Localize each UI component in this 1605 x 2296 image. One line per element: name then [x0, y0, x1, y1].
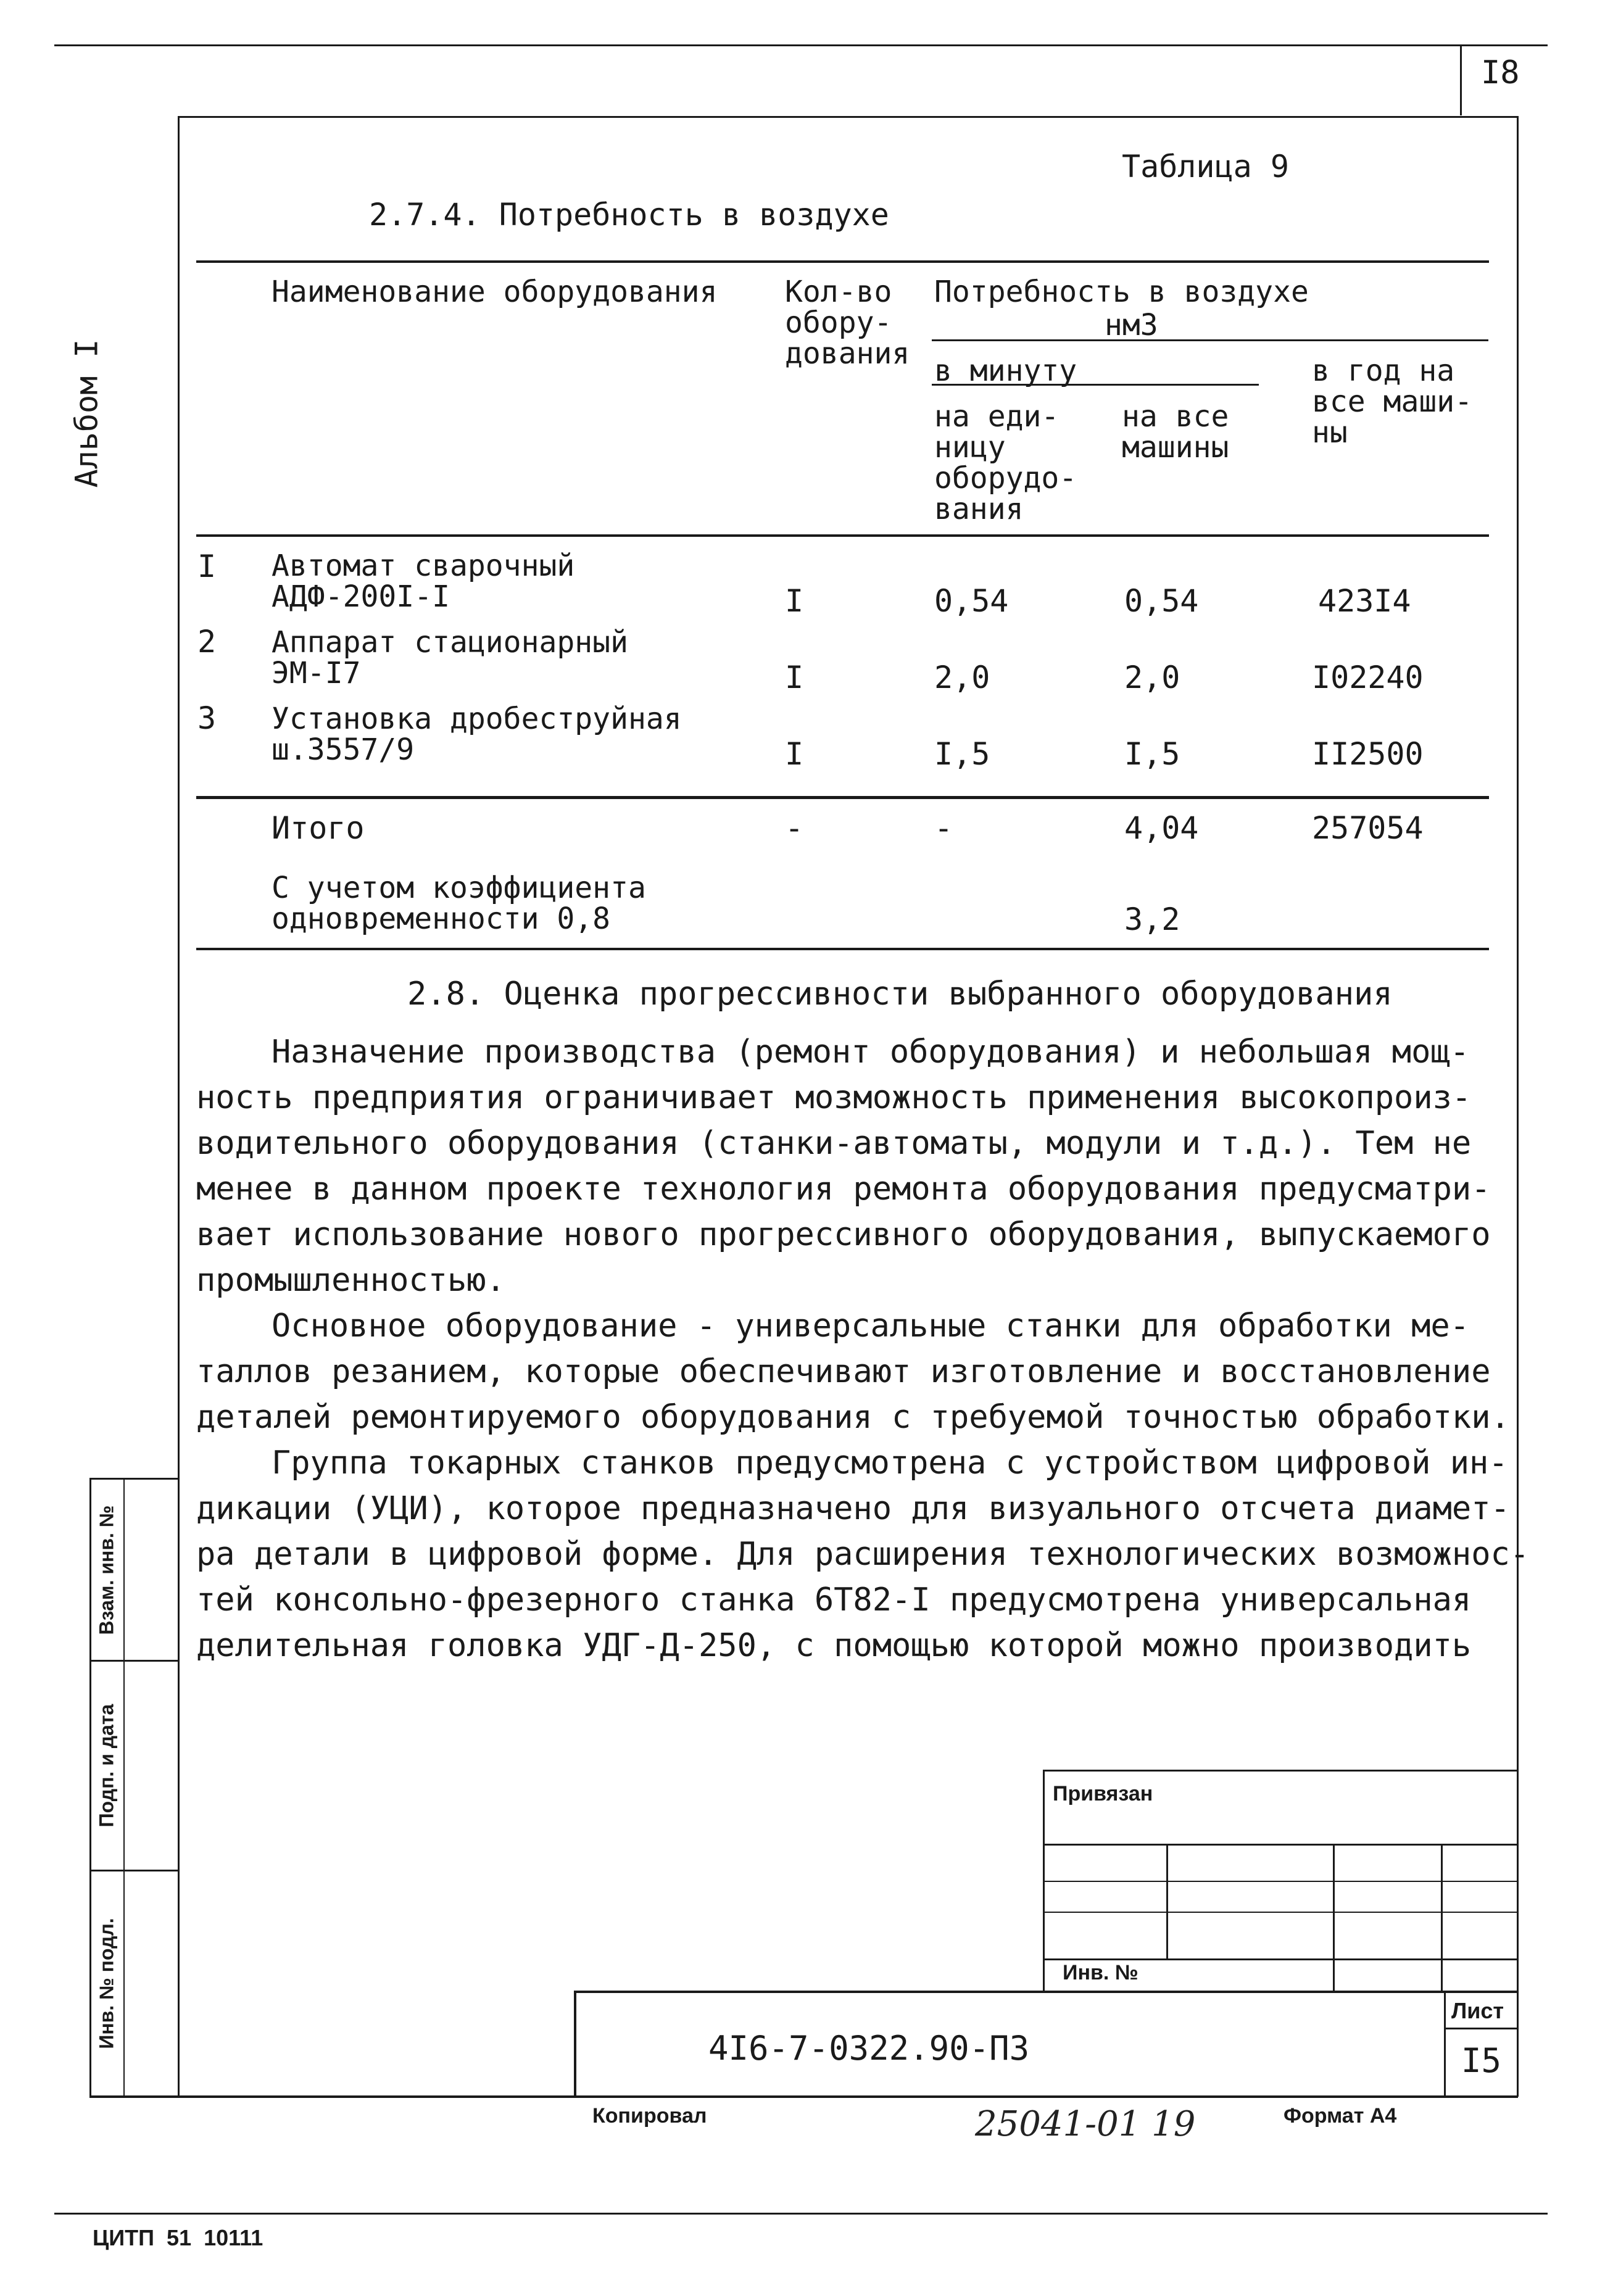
row-year: 423I4 [1318, 583, 1411, 619]
sheet-label: Лист [1451, 1998, 1504, 2023]
header-demand: Потребность в воздухе [934, 275, 1309, 309]
privyazan-label: Привязан [1053, 1782, 1153, 1805]
header-per-minute: в минуту [934, 354, 1077, 388]
total-year: 257054 [1312, 810, 1424, 846]
total-all: 4,04 [1124, 810, 1199, 846]
side-stamp-sign-date: Подп. и дата [95, 1704, 118, 1828]
header-unit: нм3 [1105, 308, 1158, 342]
row-per-unit: 2,0 [934, 660, 990, 695]
coef-label: С учетом коэффициента одновременности 0,8 [272, 871, 646, 936]
row-all: 0,54 [1124, 583, 1199, 619]
header-name: Наименование оборудования [272, 275, 718, 309]
section2-title: 2.8. Оценка прогрессивности выбранного оборудования [407, 976, 1393, 1013]
paragraph-2: Основное оборудование - универсальные станки для обработки ме- таллов резанием, которые обеспечивают изготовление и восстановление деталей ремонтируемого оборудования с требуемой точностью обработки. [196, 1308, 1510, 1436]
inv-no-label: Инв. № [1063, 1961, 1138, 1984]
total-qty: - [785, 810, 804, 846]
row-year: II2500 [1312, 736, 1424, 772]
row-qty: I [785, 736, 804, 772]
row-name: Автомат сварочный АДФ-200I-I [272, 549, 575, 614]
format-label: Формат А4 [1284, 2104, 1397, 2128]
row-name: Аппарат стационарный ЭМ-I7 [272, 625, 628, 690]
row-year: I02240 [1312, 660, 1424, 695]
org-code: ЦИТП 51 10111 [93, 2225, 263, 2250]
header-per-unit: на еди- ницу оборудо- вания [934, 399, 1077, 526]
side-stamp-orig-inv: Инв. № подл. [95, 1918, 118, 2049]
section-title: 2.7.4. Потребность в воздухе [369, 197, 889, 233]
header-qty: Кол-во обору- дования [785, 275, 910, 371]
row-num: I [197, 549, 217, 584]
row-qty: I [785, 660, 804, 695]
album-label: Альбом I [68, 339, 105, 488]
copied-by-label: Копировал [592, 2104, 707, 2128]
side-stamp-replace-inv: Взам. инв. № [95, 1505, 118, 1635]
row-per-unit: 0,54 [934, 583, 1009, 619]
total-per-unit: - [934, 810, 953, 846]
handwritten-number: 25041-01 19 [975, 2104, 1196, 2144]
header-all-machines: на все машины [1122, 399, 1229, 465]
total-label: Итого [272, 810, 365, 846]
table-caption: Таблица 9 [1122, 149, 1289, 184]
row-num: 2 [197, 624, 217, 660]
sheet-number: I5 [1461, 2041, 1502, 2080]
document-code: 4I6-7-0322.90-ПЗ [708, 2029, 1030, 2068]
paragraph-3: Группа токарных станков предусмотрена с устройством цифровой ин- дикации (УЦИ), которое предназначено для визуального отсчета диамет- ра детали в цифровой форме. Для расширения технологических возможнос- тей консольно-фрезерного станка 6Т82-I предусмотрена универсальная делительная головка УДГ-Д-250, с помощью которой можно производить [196, 1444, 1530, 1664]
row-all: I,5 [1124, 736, 1180, 772]
header-per-year: в год на все маши- ны [1312, 354, 1473, 450]
row-qty: I [785, 583, 804, 619]
row-all: 2,0 [1124, 660, 1180, 695]
page-number: I8 [1481, 54, 1520, 91]
row-name: Установка дробеструйная ш.3557/9 [272, 702, 682, 767]
coef-all: 3,2 [1124, 901, 1180, 937]
row-num: 3 [197, 700, 217, 736]
row-per-unit: I,5 [934, 736, 990, 772]
paragraph-1: Назначение производства (ремонт оборудования) и небольшая мощ- ность предприятия ограничивает мозможность применения высокопроиз- водительного оборудования (станки-автоматы, модули и т.д.). Тем не менее в данном проекте технология ремонта оборудования предусматри- вает использование нового прогрессивного оборудования, выпускаемого промышленностью. [196, 1034, 1491, 1299]
